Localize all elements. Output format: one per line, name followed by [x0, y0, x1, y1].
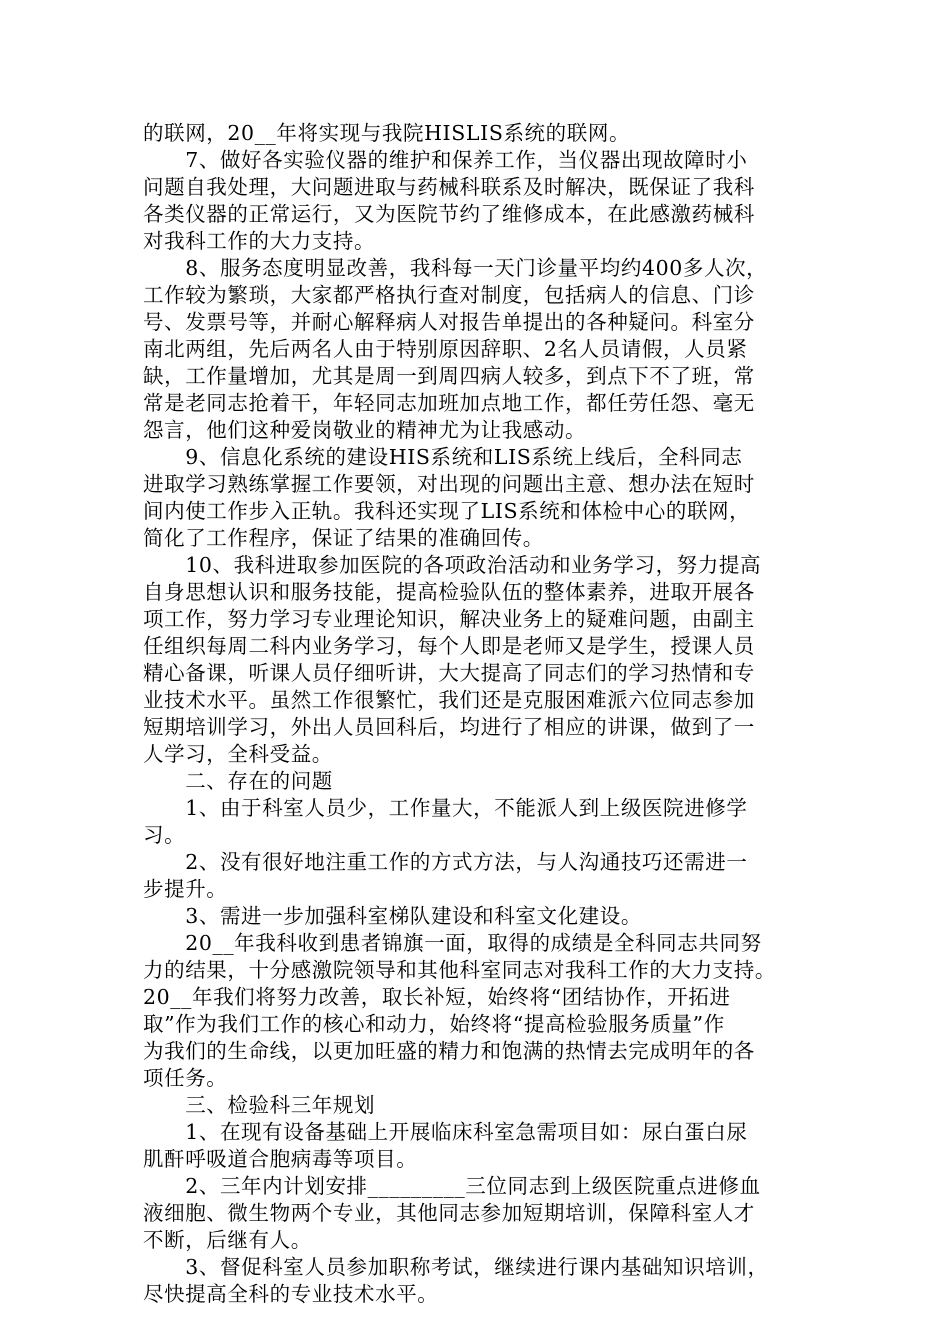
- text-line: 尽快提高全科的专业技术水平。: [143, 1282, 439, 1306]
- text-line: 习。: [143, 823, 186, 847]
- body-text: [143, 120, 823, 1308]
- text-line: 肌酐呼吸道合胞病毒等项目。: [143, 1147, 418, 1171]
- text-line: 缺，工作量增加，尤其是周一到周四病人较多，到点下不了班，常: [143, 364, 755, 388]
- text-line: 1、在现有设备基础上开展临床科室急需项目如：尿白蛋白尿: [143, 1120, 748, 1144]
- text-line: 步提升。: [143, 877, 228, 901]
- text-line: 任组织每周二科内业务学习，每个人即是老师又是学生，授课人员: [143, 634, 755, 658]
- text-line: 短期培训学习，外出人员回科后，均进行了相应的讲课，做到了一: [143, 715, 755, 739]
- text-line: 2、没有很好地注重工作的方式方法，与人沟通技巧还需进一: [143, 850, 748, 874]
- text-line: 10、我科进取参加医院的各项政治活动和业务学习，努力提高: [143, 553, 762, 577]
- text-line: 人学习，全科受益。: [143, 742, 333, 766]
- text-line: 工作较为繁琐，大家都严格执行查对制度，包括病人的信息、门诊: [143, 283, 755, 307]
- text-line: 常是老同志抢着干，年轻同志加班加点地工作，都任劳任怨、毫无: [143, 391, 755, 415]
- text-line: 对我科工作的大力支持。: [143, 229, 376, 253]
- text-line: 3、督促科室人员参加职称考试，继续进行课内基础知识培训，: [143, 1255, 769, 1279]
- text-line: 8、服务态度明显改善，我科每一天门诊量平均约400多人次，: [143, 256, 768, 280]
- section-heading: 三、检验科三年规划: [143, 1093, 376, 1117]
- text-line: 为我们的生命线，以更加旺盛的精力和饱满的热情去完成明年的各: [143, 1039, 755, 1063]
- text-line: 的联网，20__年将实现与我院HISLIS系统的联网。: [143, 121, 631, 145]
- text-line: 20__年我们将努力改善，取长补短，始终将“团结协作，开拓进: [143, 985, 731, 1009]
- text-line: 20__年我科收到患者锦旗一面，取得的成绩是全科同志共同努: [143, 931, 762, 955]
- text-line: 业技术水平。虽然工作很繁忙，我们还是克服困难派六位同志参加: [143, 688, 755, 712]
- text-line: 南北两组，先后两名人由于特别原因辞职、2名人员请假，人员紧: [143, 337, 748, 361]
- text-line: 简化了工作程序，保证了结果的准确回传。: [143, 526, 544, 550]
- text-line: 取”作为我们工作的核心和动力，始终将“提高检验服务质量”作: [143, 1012, 725, 1036]
- text-line: 精心备课，听课人员仔细听讲，大大提高了同志们的学习热情和专: [143, 661, 755, 685]
- text-line: 7、做好各实验仪器的维护和保养工作，当仪器出现故障时小: [143, 148, 748, 172]
- text-line: 号、发票号等，并耐心解释病人对报告单提出的各种疑问。科室分: [143, 310, 755, 334]
- text-line: 不断，后继有人。: [143, 1228, 312, 1252]
- text-line: 2、三年内计划安排_________三位同志到上级医院重点进修血: [143, 1174, 761, 1198]
- text-line: 1、由于科室人员少，工作量大，不能派人到上级医院进修学: [143, 796, 748, 820]
- section-heading: 二、存在的问题: [143, 769, 333, 793]
- text-line: 项任务。: [143, 1066, 228, 1090]
- text-line: 液细胞、微生物两个专业，其他同志参加短期培训，保障科室人才: [143, 1201, 755, 1225]
- text-line: 问题自我处理，大问题进取与药械科联系及时解决，既保证了我科: [143, 175, 755, 199]
- text-line: 项工作，努力学习专业理论知识，解决业务上的疑难问题，由副主: [143, 607, 755, 631]
- text-line: 自身思想认识和服务技能，提高检验队伍的整体素养，进取开展各: [143, 580, 755, 604]
- text-line: 间内使工作步入正轨。我科还实现了LIS系统和体检中心的联网，: [143, 499, 751, 523]
- text-line: 进取学习熟练掌握工作要领，对出现的问题出主意、想办法在短时: [143, 472, 755, 496]
- text-line: 3、需进一步加强科室梯队建设和科室文化建设。: [143, 904, 642, 928]
- text-line: 怨言，他们这种爱岗敬业的精神尤为让我感动。: [143, 418, 587, 442]
- text-line: 力的结果，十分感激院领导和其他科室同志对我科工作的大力支持。: [143, 958, 776, 982]
- text-line: 各类仪器的正常运行，又为医院节约了维修成本，在此感激药械科: [143, 202, 755, 226]
- text-line: 9、信息化系统的建设HIS系统和LIS系统上线后，全科同志: [143, 445, 743, 469]
